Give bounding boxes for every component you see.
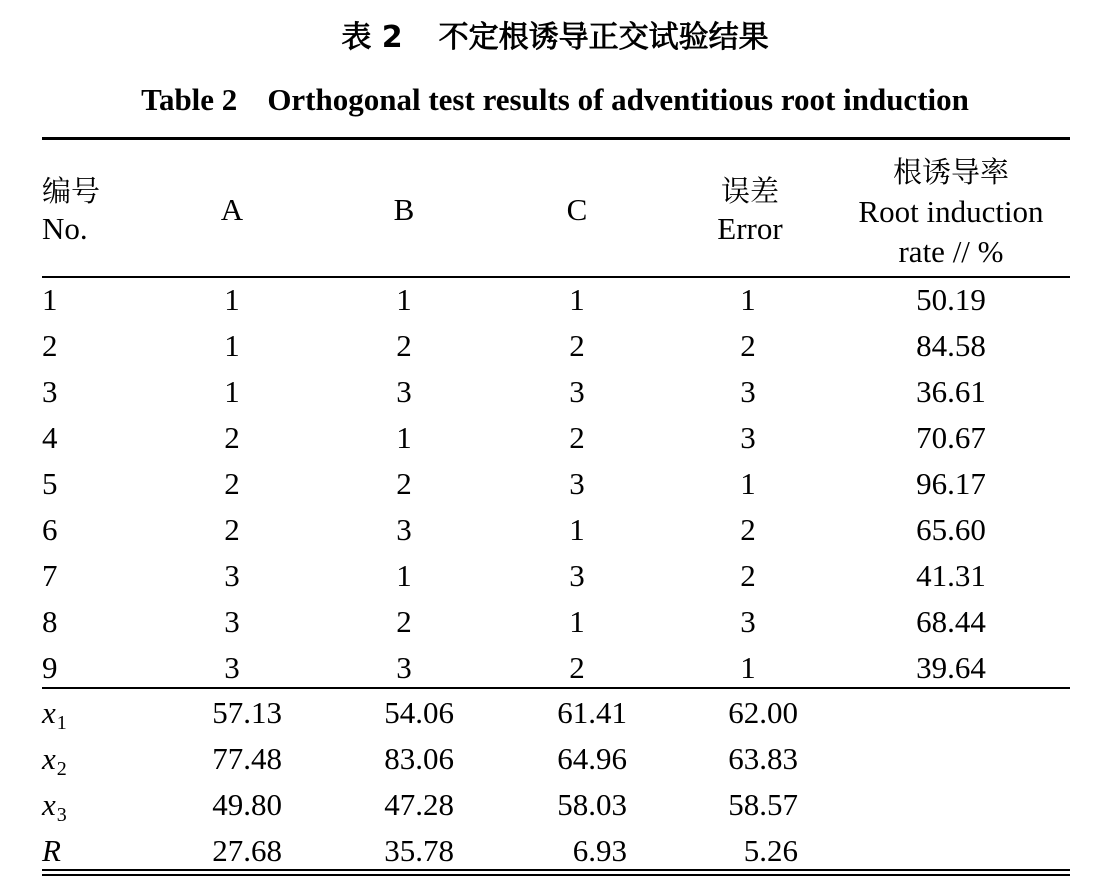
cell-a: 3: [224, 650, 240, 685]
cell-c: 3: [569, 466, 585, 501]
cell-no: 2: [42, 328, 58, 363]
stat-c: 58.03: [557, 787, 627, 822]
cell-error: 1: [740, 650, 756, 685]
stat-b: 35.78: [384, 833, 454, 868]
cell-b: 2: [396, 604, 412, 639]
cell-no: 9: [42, 650, 58, 685]
header-a: A: [220, 192, 244, 227]
stat-label: $x_1$: [42, 695, 67, 734]
cell-error: 2: [740, 558, 756, 593]
stat-a: 77.48: [212, 741, 282, 776]
header-no-cn: 编号: [42, 174, 101, 208]
cell-a: 1: [224, 282, 240, 317]
stat-label: $x_3$: [42, 787, 67, 826]
stat-c: 6.93: [572, 833, 627, 868]
cell-rate: 50.19: [916, 282, 986, 317]
cell-c: 2: [569, 328, 585, 363]
cell-c: 3: [569, 558, 585, 593]
caption-en-number: Table 2: [141, 82, 238, 117]
header-rate-en-2: rate // %: [898, 234, 1004, 269]
header-rate-cn: 根诱导率: [892, 155, 1009, 189]
cell-b: 1: [396, 558, 412, 593]
header-c: C: [566, 192, 588, 227]
cell-c: 2: [569, 420, 585, 455]
stat-b: 47.28: [384, 787, 454, 822]
header-no: [42, 172, 100, 248]
stat-error: 62.00: [728, 695, 798, 730]
cell-a: 1: [224, 328, 240, 363]
cell-error: 3: [740, 604, 756, 639]
table-header-rule: [42, 276, 1070, 278]
stat-error: 63.83: [728, 741, 798, 776]
caption-en-title: Orthogonal test results of adventitious root induction: [267, 82, 969, 117]
stat-a: 49.80: [212, 787, 282, 822]
cell-a: 3: [224, 604, 240, 639]
cell-no: 4: [42, 420, 58, 455]
cell-error: 1: [740, 282, 756, 317]
cell-rate: 96.17: [916, 466, 986, 501]
cell-c: 1: [569, 512, 585, 547]
header-no-en: No.: [42, 211, 88, 246]
table-caption-en: [0, 80, 1110, 120]
cell-error: 2: [740, 328, 756, 363]
cell-no: 5: [42, 466, 58, 501]
cell-a: 3: [224, 558, 240, 593]
cell-a: 2: [224, 512, 240, 547]
stat-a: 27.68: [212, 833, 282, 868]
cell-b: 2: [396, 466, 412, 501]
header-rate-en-1: Root induction: [858, 194, 1044, 229]
cell-b: 3: [396, 512, 412, 547]
table-bottom-rule-double: [42, 874, 1070, 876]
cell-no: 1: [42, 282, 58, 317]
cell-rate: 70.67: [916, 420, 986, 455]
cell-b: 3: [396, 374, 412, 409]
cell-b: 2: [396, 328, 412, 363]
stat-error: 58.57: [728, 787, 798, 822]
cell-rate: 84.58: [916, 328, 986, 363]
cell-c: 1: [569, 282, 585, 317]
cell-rate: 65.60: [916, 512, 986, 547]
stat-c: 61.41: [557, 695, 627, 730]
caption-cn-number: 表 2: [341, 20, 403, 55]
cell-a: 2: [224, 466, 240, 501]
stat-label: R: [42, 833, 61, 868]
cell-rate: 36.61: [916, 374, 986, 409]
header-rate: [840, 152, 1062, 272]
stat-label: $x_2$: [42, 741, 67, 780]
stat-error: 5.26: [743, 833, 798, 868]
cell-c: 1: [569, 604, 585, 639]
cell-error: 3: [740, 374, 756, 409]
cell-rate: 68.44: [916, 604, 986, 639]
cell-c: 2: [569, 650, 585, 685]
header-b: B: [393, 192, 415, 227]
cell-a: 1: [224, 374, 240, 409]
cell-no: 8: [42, 604, 58, 639]
table-caption-cn: [0, 18, 1110, 58]
cell-error: 2: [740, 512, 756, 547]
cell-c: 3: [569, 374, 585, 409]
cell-b: 1: [396, 420, 412, 455]
cell-no: 3: [42, 374, 58, 409]
cell-error: 3: [740, 420, 756, 455]
cell-no: 6: [42, 512, 58, 547]
cell-a: 2: [224, 420, 240, 455]
stat-c: 64.96: [557, 741, 627, 776]
cell-b: 3: [396, 650, 412, 685]
header-error: [690, 172, 810, 248]
stat-b: 83.06: [384, 741, 454, 776]
cell-rate: 41.31: [916, 558, 986, 593]
caption-cn-title: 不定根诱导正交试验结果: [438, 20, 769, 55]
stat-a: 57.13: [212, 695, 282, 730]
table-bottom-rule: [42, 869, 1070, 871]
header-error-en: Error: [717, 211, 783, 246]
cell-no: 7: [42, 558, 58, 593]
header-error-cn: 误差: [720, 174, 779, 208]
table-stats-rule: [42, 687, 1070, 689]
stat-b: 54.06: [384, 695, 454, 730]
table-top-rule: [42, 137, 1070, 140]
cell-b: 1: [396, 282, 412, 317]
cell-error: 1: [740, 466, 756, 501]
cell-rate: 39.64: [916, 650, 986, 685]
